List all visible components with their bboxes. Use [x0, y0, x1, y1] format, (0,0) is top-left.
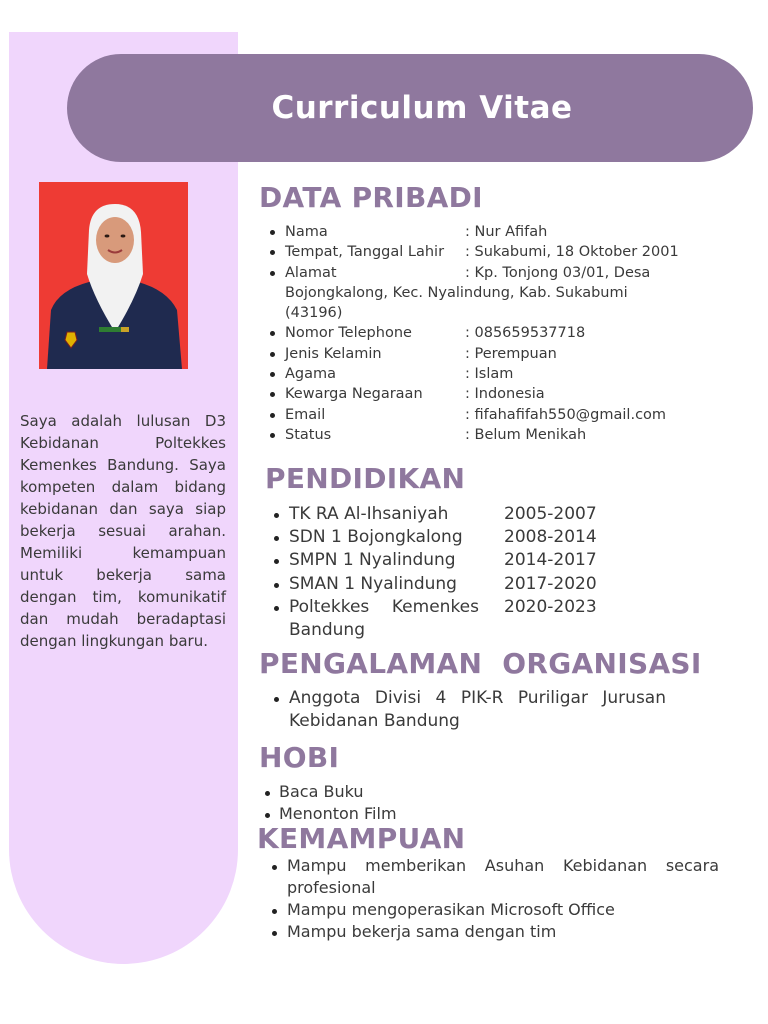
school-name: SDN 1 Bojongkalong	[289, 527, 463, 548]
education-row	[272, 573, 617, 596]
personal-value: : Belum Menikah	[465, 426, 587, 443]
page-title: Curriculum Vitae	[271, 90, 573, 126]
skill-item: Mampu memberikan Asuhan Kebidanan secara profesional	[270, 855, 719, 899]
organization-item: Anggota Divisi 4 PIK-R Puriligar Jurusan Kebidanan Bandung	[272, 687, 666, 733]
school-name: SMPN 1 Nyalindung	[289, 550, 456, 571]
skills-list	[270, 855, 719, 943]
education-heading: PENDIDIKAN	[265, 462, 466, 495]
school-name: SMAN 1 Nyalindung	[289, 573, 457, 594]
profile-photo	[39, 182, 188, 369]
personal-row	[268, 384, 688, 404]
personal-row	[268, 405, 688, 425]
skill-item: Mampu bekerja sama dengan tim	[270, 921, 719, 943]
personal-value: : Sukabumi, 18 Oktober 2001	[465, 244, 679, 261]
personal-row	[268, 344, 688, 364]
skill-item: Mampu mengoperasikan Microsoft Office	[270, 899, 719, 921]
title-banner	[67, 54, 753, 162]
school-name-line2: Bandung	[289, 620, 365, 641]
hobby-item: Menonton Film	[262, 803, 562, 825]
personal-data-list	[268, 222, 688, 445]
organization-heading: PENGALAMAN ORGANISASI	[259, 647, 702, 680]
personal-row	[268, 222, 688, 242]
education-row	[272, 503, 617, 526]
personal-value: : Islam	[465, 366, 514, 383]
school-years: 2017-2020	[504, 573, 597, 594]
personal-label: Jenis Kelamin	[285, 345, 382, 362]
personal-label: Kewarga Negaraan	[285, 386, 423, 403]
organization-list	[272, 687, 666, 733]
personal-value: : 085659537718	[465, 325, 586, 342]
personal-value: : Perempuan	[465, 345, 557, 362]
education-list	[272, 503, 617, 642]
personal-row	[268, 263, 688, 324]
school-name	[289, 596, 504, 642]
personal-data-heading: DATA PRIBADI	[259, 181, 483, 214]
personal-row	[268, 364, 688, 384]
portrait-image	[39, 182, 188, 369]
education-row	[272, 526, 617, 549]
profile-summary: Saya adalah lulusan D3 Kebidanan Poltekkes Kemenkes Bandung. Saya kompeten dalam bidang kebidanan dan saya siap bekerja sesuai arahan. Memiliki kemampuan untuk bekerja sama dengan tim, komunikatif dan mudah beradaptasi dengan lingkungan baru.	[20, 412, 226, 650]
personal-value: : Indonesia	[465, 386, 545, 403]
hobby-list	[262, 781, 562, 825]
personal-row	[268, 425, 688, 445]
personal-value: : Kp. Tonjong 03/01, Desa Bojongkalong, Kec. Nyalindung, Kab. Sukabumi (43196)	[285, 264, 651, 322]
personal-value: : fifahafifah550@gmail.com	[465, 406, 667, 423]
education-row	[272, 549, 617, 572]
personal-label: Nomor Telephone	[285, 325, 412, 342]
skills-heading: KEMAMPUAN	[257, 822, 466, 855]
school-name: TK RA Al-Ihsaniyah	[289, 504, 449, 524]
personal-label: Status	[285, 426, 332, 443]
personal-label: Alamat	[285, 264, 337, 281]
hobby-heading: HOBI	[259, 741, 340, 774]
personal-label: Tempat, Tanggal Lahir	[285, 244, 445, 261]
personal-label: Nama	[285, 224, 328, 240]
personal-label: Agama	[285, 366, 337, 383]
hobby-item: Baca Buku	[262, 781, 562, 803]
school-years: 2014-2017	[504, 550, 597, 571]
personal-label: Email	[285, 406, 326, 423]
personal-row	[268, 323, 688, 343]
personal-value: : Nur Afifah	[465, 224, 548, 240]
education-row	[272, 596, 617, 642]
school-years: 2008-2014	[504, 527, 597, 548]
personal-row	[268, 242, 688, 262]
school-years: 2020-2023	[504, 596, 597, 617]
school-name-line1: Poltekkes Kemenkes	[289, 596, 479, 617]
school-years: 2005-2007	[504, 504, 597, 524]
